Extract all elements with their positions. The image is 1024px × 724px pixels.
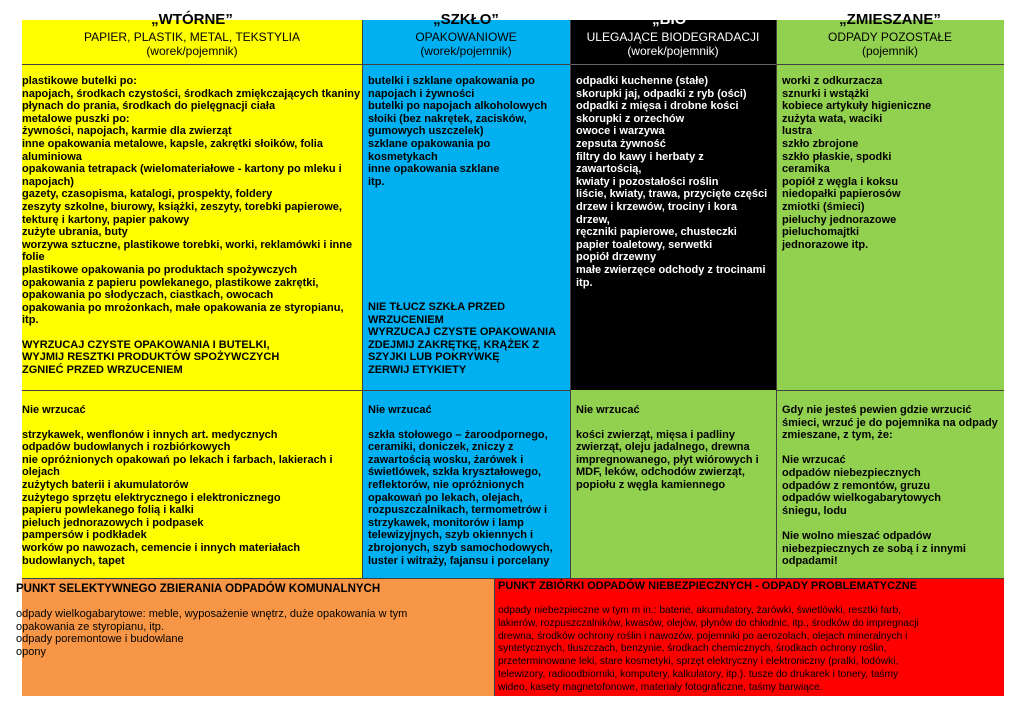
column-subtitle: OPAKOWANIOWE bbox=[415, 30, 517, 44]
pszok-panel bbox=[16, 578, 494, 696]
list-item: sznurki i wstążki bbox=[782, 87, 869, 100]
list-item: filtry do kawy i herbaty z bbox=[576, 150, 704, 163]
pszok-line: opakowania ze styropianu, itp. bbox=[16, 620, 164, 633]
list-item: płynach do prania, środkach do pielęgnacji ciała bbox=[22, 100, 276, 113]
list-item: odpadki z mięsa i drobne kości bbox=[576, 100, 739, 113]
list-item: owoce i warzywa bbox=[576, 125, 665, 138]
list-item: aluminiowa bbox=[22, 150, 82, 163]
list-item: folie bbox=[22, 251, 45, 264]
list-item: budowlanych, tapet bbox=[22, 554, 125, 567]
accepted-list bbox=[776, 75, 1004, 251]
list-item: olejach bbox=[22, 466, 60, 479]
list-item: szkła stołowego – żaroodpornego, bbox=[368, 428, 548, 441]
list-item: opakowania z papieru powlekanego, plastikowe zakrętki, bbox=[22, 276, 319, 289]
instruction-line: NIE TŁUCZ SZKŁA PRZED bbox=[368, 301, 506, 313]
hazardous-line: syntetycznych, tłuszczach, benzynie, środkach chemicznych, środkach ochrony roślin, bbox=[498, 643, 887, 655]
list-item: zużyta wata, waciki bbox=[782, 112, 883, 125]
pszok-line: odpady poremontowe i budowlane bbox=[16, 633, 184, 646]
list-item: drzew i krzewów, trociny i kora bbox=[576, 200, 737, 213]
hazardous-line: telewizory, radioodbiorniki, komputery, kalkulatory, itp.). tusze do drukarek i tonery, taśmy bbox=[498, 668, 899, 680]
column-title: „BIO” bbox=[652, 11, 694, 28]
list-item: zbrojonych, szyb samochodowych, bbox=[368, 541, 553, 554]
list-item: opakowania po słodyczach, ciastkach, owocach bbox=[22, 289, 274, 302]
list-item: impregnowanego, płyt wiórowych i bbox=[576, 453, 759, 466]
list-item: gazety, czasopisma, katalogi, prospekty, foldery bbox=[22, 188, 273, 201]
list-item: ręczniki papierowe, chusteczki bbox=[576, 226, 737, 239]
rejected-list bbox=[776, 404, 1004, 568]
list-item: napojach) bbox=[22, 175, 74, 188]
list-item: drzew, bbox=[576, 213, 610, 226]
column-container: (worek/pojemnik) bbox=[627, 44, 719, 58]
column-header bbox=[362, 11, 570, 58]
list-item: zawartością, bbox=[576, 163, 642, 176]
list-item: strzykawek, monitorów i lamp bbox=[368, 516, 524, 529]
hazardous-line: drewna, środków ochrony roślin i nawozów, pojemniki po aerozolach, olejach mineralnych i bbox=[498, 630, 908, 642]
list-item: itp. bbox=[368, 175, 385, 188]
column-subtitle: ODPADY POZOSTAŁE bbox=[827, 30, 953, 44]
no-label: Nie wrzucać bbox=[576, 404, 640, 416]
list-item: odpadów budowlanych i rozbiórkowych bbox=[22, 441, 231, 454]
list-item: tekturę i kartony, papier pakowy bbox=[22, 213, 190, 226]
column-bio bbox=[570, 11, 776, 390]
list-item: śniegu, lodu bbox=[782, 504, 847, 517]
list-item: niebezpiecznych ze sobą i z innymi bbox=[782, 542, 966, 555]
column-container: (worek/pojemnik) bbox=[146, 44, 238, 58]
list-item: opakowań po lekach, olejach, bbox=[368, 491, 523, 504]
hazardous-line: wideo, kasety magnetofonowe, materiały fotograficzne, taśmy barwiące. bbox=[498, 681, 823, 693]
list-item: szkło płaskie, spodki bbox=[782, 150, 892, 163]
list-item: plastikowe opakowania po produktach spożywczych bbox=[22, 263, 298, 276]
list-item: kwiaty i pozostałości roślin bbox=[576, 175, 719, 188]
list-item: zmiotki (śmieci) bbox=[782, 200, 865, 213]
column-bio-rejected bbox=[570, 390, 776, 578]
list-item: gumowych uszczelek) bbox=[368, 125, 484, 138]
list-item: popiół z węgla i koksu bbox=[782, 175, 899, 188]
list-item: odpadów niebezpiecznych bbox=[782, 466, 921, 479]
instruction-line: ZGNIEĆ PRZED WRZUCENIEM bbox=[22, 364, 183, 377]
list-item: rozpuszczalnikach, termometrów i bbox=[368, 504, 548, 517]
list-item: opakowania tetrapack (wielomateriałowe - kartony po mleku i bbox=[22, 163, 342, 176]
hazardous-panel bbox=[494, 578, 1004, 696]
list-item: luster i witraży, fajansu i porcelany bbox=[368, 554, 550, 567]
list-item: butelki i szklane opakowania po bbox=[368, 75, 535, 87]
list-item: strzykawek, wenflonów i innych art. medycznych bbox=[22, 428, 278, 441]
list-item: napojach, środkach czystości, środkach zmiękczających tkaniny bbox=[22, 87, 361, 100]
list-item: Nie wrzucać bbox=[782, 454, 846, 467]
list-item: napojach i żywności bbox=[368, 87, 475, 100]
instruction-line: ZERWIJ ETYKIETY bbox=[368, 363, 467, 376]
list-item: popiołu z węgla kamiennego bbox=[576, 478, 726, 491]
list-item: opakowania po mrożonkach, małe opakowania ze styropianu, bbox=[22, 301, 344, 314]
list-item: worzywa sztuczne, plastikowe torebki, worki, reklamówki i inne bbox=[22, 238, 353, 251]
list-item: itp. bbox=[576, 276, 593, 289]
list-item: śmieci, wrzuć je do pojemnika na odpady bbox=[782, 416, 998, 429]
list-item: odpadami! bbox=[782, 555, 838, 568]
hazardous-line: odpady niebezpieczne w tym m in.: baterie, akumulatory, żarówki, świetlówki, resztki farb, bbox=[498, 605, 901, 616]
instruction-line: SZYJKI LUB POKRYWKĘ bbox=[368, 351, 500, 364]
list-item: zużytego sprzętu elektrycznego i elektronicznego bbox=[22, 491, 281, 504]
column-header bbox=[776, 11, 1004, 58]
list-item: słoiki (bez nakrętek, zacisków, bbox=[368, 112, 527, 125]
list-item: skorupki jaj, odpadki z ryb (ości) bbox=[576, 87, 747, 100]
list-item: niedopałki papierosów bbox=[782, 188, 901, 201]
hazardous-line: lakierów, rozpuszczalników, kwasów, olejów, płynów do chłodnic, itp., środków do impregnacji bbox=[498, 617, 919, 629]
rejected-list bbox=[362, 404, 570, 567]
column-container: (pojemnik) bbox=[861, 44, 918, 58]
list-item: kobiece artykuły higieniczne bbox=[782, 100, 932, 113]
rejected-list bbox=[16, 404, 362, 567]
hazardous-title: PUNKT ZBIÓRKI ODPADÓW NIEBEZPIECZNYCH - ODPADY PROBLEMATYCZNE bbox=[498, 580, 918, 592]
list-item: metalowe puszki po: bbox=[22, 112, 130, 125]
instruction-line: WRZUCENIEM bbox=[368, 313, 444, 326]
list-item: kosmetykach bbox=[368, 150, 438, 163]
pszok-line: odpady wielkogabarytowe: meble, wyposażenie wnętrz, duże opakowania w tym bbox=[16, 608, 408, 620]
list-item: nie opróżnionych opakowań po lekach i farbach, lakierach i bbox=[22, 453, 333, 466]
list-item: pieluchy jednorazowe bbox=[782, 213, 897, 226]
pszok-text bbox=[16, 608, 407, 658]
list-item: zepsuta żywność bbox=[576, 137, 666, 150]
hazardous-text bbox=[498, 605, 919, 695]
no-label: Nie wrzucać bbox=[368, 404, 432, 416]
list-item: papier toaletowy, serwetki bbox=[576, 238, 713, 251]
list-item: worki z odkurzacza bbox=[782, 75, 883, 87]
list-item: reflektorów, nie opróżnionych bbox=[368, 478, 525, 491]
list-item: pieluchomajtki bbox=[782, 226, 860, 239]
list-item: inne opakowania metalowe, kapsle, zakrętki słoików, folia bbox=[22, 137, 323, 150]
list-item: worków po nawozach, cemencie i innych materiałach bbox=[22, 541, 301, 554]
column-title: „WTÓRNE” bbox=[151, 11, 233, 28]
accepted-list bbox=[570, 75, 776, 289]
list-item: szkło zbrojone bbox=[782, 137, 859, 150]
instructions bbox=[362, 301, 570, 377]
hazardous-line: przeterminowane leki, stare kosmetyki, sprzęt elektryczny i elektroniczny (pralki, lodówki, bbox=[498, 656, 899, 668]
rejected-list bbox=[570, 404, 776, 492]
list-item: butelki po napojach alkoholowych bbox=[368, 100, 548, 113]
instruction-line: WYRZUCAJ CZYSTE OPAKOWANIA I BUTELKI, bbox=[22, 338, 270, 351]
list-item: skorupki z orzechów bbox=[576, 112, 685, 125]
list-item: liście, kwiaty, trawa, przycięte części bbox=[576, 188, 768, 201]
column-wtorne bbox=[22, 11, 362, 578]
list-item: ceramika bbox=[782, 163, 830, 176]
column-title: „SZKŁO” bbox=[433, 11, 499, 28]
list-item: lustra bbox=[782, 125, 812, 138]
column-subtitle: ULEGAJĄCE BIODEGRADACJI bbox=[586, 30, 760, 44]
no-label: Nie wrzucać bbox=[22, 404, 86, 416]
column-szklo bbox=[362, 11, 570, 578]
pszok-title: PUNKT SELEKTYWNEGO ZBIERANIA ODPADÓW KOMUNALNYCH bbox=[16, 583, 381, 595]
list-item: szklane opakowania po bbox=[368, 137, 491, 150]
instruction-line: WYRZUCAJ CZYSTE OPAKOWANIA bbox=[368, 326, 557, 339]
list-item: odpadów z remontów, gruzu bbox=[782, 479, 931, 492]
list-item: pieluch jednorazowych i podpasek bbox=[22, 516, 204, 529]
column-header bbox=[22, 11, 362, 58]
list-item: ceramiki, doniczek, zniczy z bbox=[368, 441, 514, 454]
list-item: zmieszane, z tym, że: bbox=[782, 429, 893, 442]
list-item: zużytych baterii i akumulatorów bbox=[22, 478, 189, 491]
accepted-list bbox=[16, 75, 362, 377]
list-item: małe zwierzęce odchody z trocinami bbox=[576, 263, 766, 276]
column-subtitle: PAPIER, PLASTIK, METAL, TEKSTYLIA bbox=[83, 30, 301, 44]
list-item: żywności, napojach, karmie dla zwierząt bbox=[22, 125, 232, 138]
list-item: zeszyty szkolne, biurowy, książki, zeszyty, torebki papierowe, bbox=[22, 200, 342, 213]
list-item: jednorazowe itp. bbox=[782, 238, 869, 251]
list-item: itp. bbox=[22, 314, 39, 327]
list-item: odpadki kuchenne (stałe) bbox=[576, 75, 709, 87]
column-title: „ZMIESZANE” bbox=[839, 11, 941, 28]
list-item: zawartością wosku, żarówek i bbox=[368, 453, 524, 466]
list-item: MDF, leków, odchodów zwierząt, bbox=[576, 466, 745, 479]
list-item: papieru powlekanego folią i kalki bbox=[22, 504, 194, 517]
list-item: pampersów i podkładek bbox=[22, 529, 147, 542]
list-item: Gdy nie jesteś pewien gdzie wrzucić bbox=[782, 404, 972, 416]
list-item: plastikowe butelki po: bbox=[22, 75, 137, 87]
column-zmieszane bbox=[776, 11, 1004, 578]
list-item: odpadów wielkogabarytowych bbox=[782, 492, 941, 505]
instruction-line: ZDEJMIJ ZAKRĘTKĘ, KRĄŻEK Z bbox=[368, 338, 540, 351]
list-item: inne opakowania szklane bbox=[368, 163, 500, 176]
list-item: świetlówek, szkła kryształowego, bbox=[368, 466, 542, 479]
column-header bbox=[570, 11, 776, 58]
instruction-line: WYJMIJ RESZTKI PRODUKTÓW SPOŻYWCZYCH bbox=[22, 351, 280, 364]
list-item: telewizyjnych, szyb okiennych i bbox=[368, 529, 534, 542]
column-container: (worek/pojemnik) bbox=[420, 44, 512, 58]
list-item: Nie wolno mieszać odpadów bbox=[782, 529, 932, 542]
list-item: popiół drzewny bbox=[576, 251, 657, 264]
accepted-list bbox=[362, 75, 570, 188]
list-item: zwierząt, oleju jadalnego, drewna bbox=[576, 441, 750, 454]
list-item: zużyte ubrania, buty bbox=[22, 226, 128, 239]
pszok-line: opony bbox=[16, 645, 46, 658]
waste-sorting-sheet bbox=[16, 11, 1004, 696]
list-item: kości zwierząt, mięsa i padliny bbox=[576, 428, 735, 441]
